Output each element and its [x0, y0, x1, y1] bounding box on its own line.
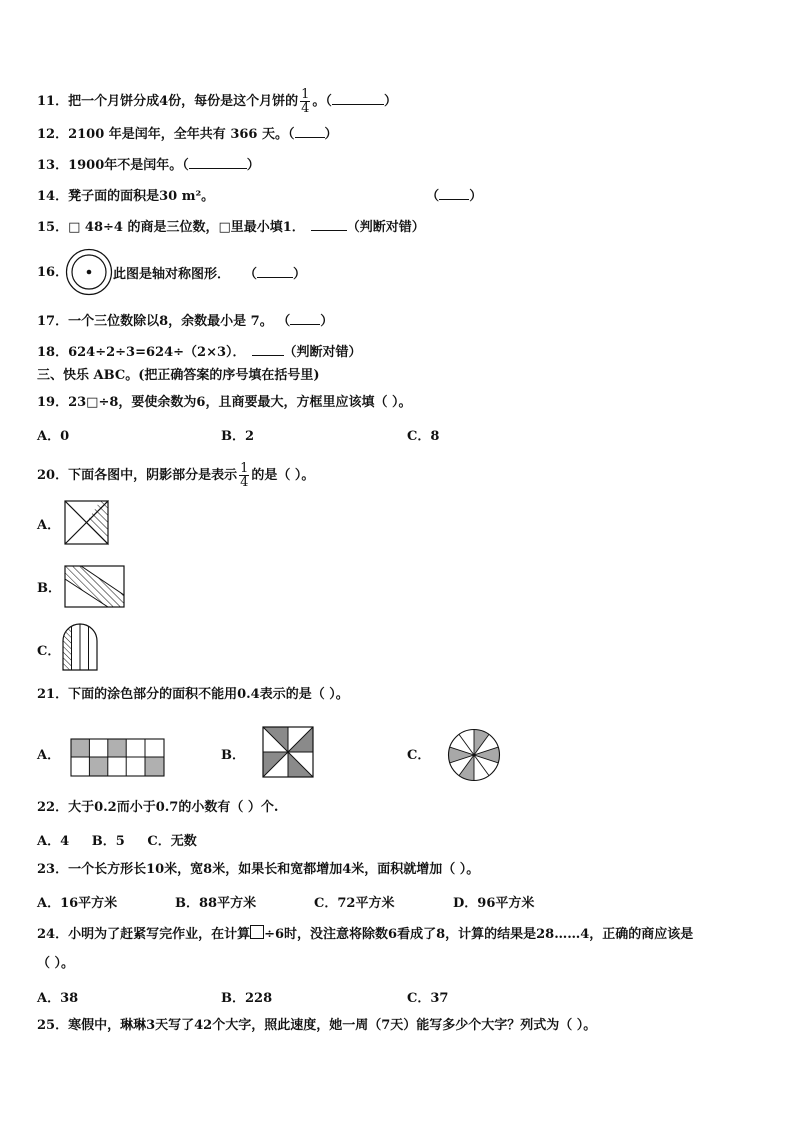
- question-18: 18．624÷2÷3=624÷（2×3）． （判断对错）: [37, 342, 362, 362]
- answer-blank[interactable]: [311, 217, 347, 231]
- answer-blank[interactable]: [252, 342, 284, 356]
- answer-blank[interactable]: [332, 91, 384, 105]
- question-24-cont: （ ）。: [37, 956, 75, 971]
- question-number: 19．: [37, 395, 69, 410]
- question-number: 23．: [37, 862, 69, 877]
- question-number: 11．: [37, 94, 69, 109]
- question-text: 一个长方形长10米，宽8米，如果长和宽都增加4米，面积就增加（ ）。: [68, 862, 480, 877]
- figure-square-8-triangles[interactable]: [262, 726, 314, 778]
- question-number: 14．: [37, 189, 69, 204]
- figure-arch[interactable]: [62, 623, 98, 671]
- option-c[interactable]: C．8: [407, 429, 440, 444]
- question-15: 15．□ 48÷4 的商是三位数，□里最小填1． （判断对错）: [37, 217, 425, 237]
- question-text: 寒假中，琳琳3天写了42个大字，照此速度，她一周（7天）能写多少个大字？列式为（ ）。: [68, 1018, 597, 1033]
- option-a[interactable]: A．16平方米: [37, 896, 118, 911]
- question-text: □ 48÷4 的商是三位数，□里最小填1．: [68, 220, 305, 235]
- option-a[interactable]: A．38: [37, 991, 79, 1006]
- question-21: [37, 686, 349, 704]
- question-number: 22．: [37, 800, 69, 815]
- question-16: 此图是轴对称图形． （ ）: [113, 264, 306, 284]
- answer-blank[interactable]: [439, 186, 469, 200]
- question-13: 13．1900年不是闰年。（ ）: [37, 155, 260, 175]
- option-c[interactable]: C．72平方米: [314, 896, 395, 911]
- option-b[interactable]: B．88平方米: [175, 896, 257, 911]
- option-a-label[interactable]: A．: [37, 518, 61, 533]
- figure-circle-10-sectors[interactable]: [447, 728, 501, 782]
- question-number: 15．: [37, 220, 69, 235]
- answer-blank[interactable]: [295, 124, 325, 138]
- options-row[interactable]: A．4 B．5 C．无数: [37, 834, 197, 849]
- question-number: 13．: [37, 158, 69, 173]
- option-a-label[interactable]: A．: [37, 748, 61, 763]
- option-b-label[interactable]: B．: [221, 748, 245, 763]
- figure-rectangle-band[interactable]: [64, 565, 126, 609]
- question-text: 凳子面的面积是30 m²。: [68, 189, 215, 204]
- question-number: 12．: [37, 127, 69, 142]
- fraction: $\frac{1}{4}$: [240, 461, 249, 490]
- question-24: 24．小明为了赶紧写完作业，在计算 ÷6时，没注意将除数6看成了8，计算的结果是28……4，正确的商应该是: [37, 927, 694, 942]
- option-b[interactable]: B．2: [221, 429, 255, 444]
- question-text: 大于0.2而小于0.7的小数有（ ）个.: [68, 800, 279, 815]
- question-text: 下面的涂色部分的面积不能用0.4表示的是（ ）。: [68, 687, 349, 702]
- question-text: 2100 年是闰年，全年共有 366 天。（: [68, 127, 295, 142]
- question-23: [37, 861, 479, 879]
- option-b[interactable]: B．228: [221, 991, 273, 1006]
- option-c-label[interactable]: C．: [407, 748, 431, 763]
- question-12: 12．2100 年是闰年，全年共有 366 天。（ ）: [37, 124, 338, 144]
- fraction: $\frac{1}{4}$: [301, 87, 310, 116]
- answer-blank[interactable]: [290, 311, 320, 325]
- option-c-label[interactable]: C．: [37, 644, 61, 659]
- option-b-label[interactable]: B．: [37, 581, 61, 596]
- question-text: 下面各图中，阴影部分是表示: [68, 468, 238, 483]
- question-17: 17．一个三位数除以8，余数最小是 7。 （ ）: [37, 311, 333, 331]
- question-11: 11．把一个月饼分成4份，每份是这个月饼的 $\frac{1}{4}$ 。（ ）: [37, 87, 397, 116]
- question-text: 624÷2÷3=624÷（2×3）．: [68, 345, 246, 360]
- question-14: 14．凳子面的面积是30 m²。 （ ）: [37, 186, 482, 206]
- concentric-circles-figure: [65, 248, 113, 296]
- question-19: [37, 394, 411, 412]
- question-25: [37, 1017, 596, 1035]
- question-text: 1900年不是闰年。（: [68, 158, 189, 173]
- question-16-number: 16．: [37, 265, 69, 280]
- question-text: 一个三位数除以8，余数最小是 7。 （: [68, 314, 291, 329]
- option-c[interactable]: C．37: [407, 991, 449, 1006]
- question-text: 23□÷8，要使余数为6，且商要最大，方框里应该填（ ）。: [68, 395, 412, 410]
- figure-square-diagonals[interactable]: [64, 500, 110, 546]
- question-number: 18．: [37, 345, 69, 360]
- question-number: 17．: [37, 314, 69, 329]
- figure-grid-10-cells[interactable]: [70, 738, 165, 777]
- answer-blank[interactable]: [257, 264, 293, 278]
- question-text: 把一个月饼分成4份，每份是这个月饼的: [68, 94, 299, 109]
- question-number: 25．: [37, 1018, 69, 1033]
- question-20: 20．下面各图中，阴影部分是表示 $\frac{1}{4}$ 的是（ ）。: [37, 461, 315, 490]
- question-number: 24．: [37, 927, 69, 942]
- option-a[interactable]: A．0: [37, 429, 70, 444]
- question-22: [37, 799, 278, 817]
- question-text: 此图是轴对称图形．: [113, 267, 231, 282]
- option-d[interactable]: D．96平方米: [453, 896, 535, 911]
- question-text: 小明为了赶紧写完作业，在计算: [68, 927, 251, 942]
- question-number: 20．: [37, 468, 69, 483]
- question-number: 21．: [37, 687, 69, 702]
- blank-box-icon: [250, 925, 264, 939]
- section-heading: 三、快乐 ABC。(把正确答案的序号填在括号里): [37, 368, 320, 383]
- answer-blank[interactable]: [189, 155, 247, 169]
